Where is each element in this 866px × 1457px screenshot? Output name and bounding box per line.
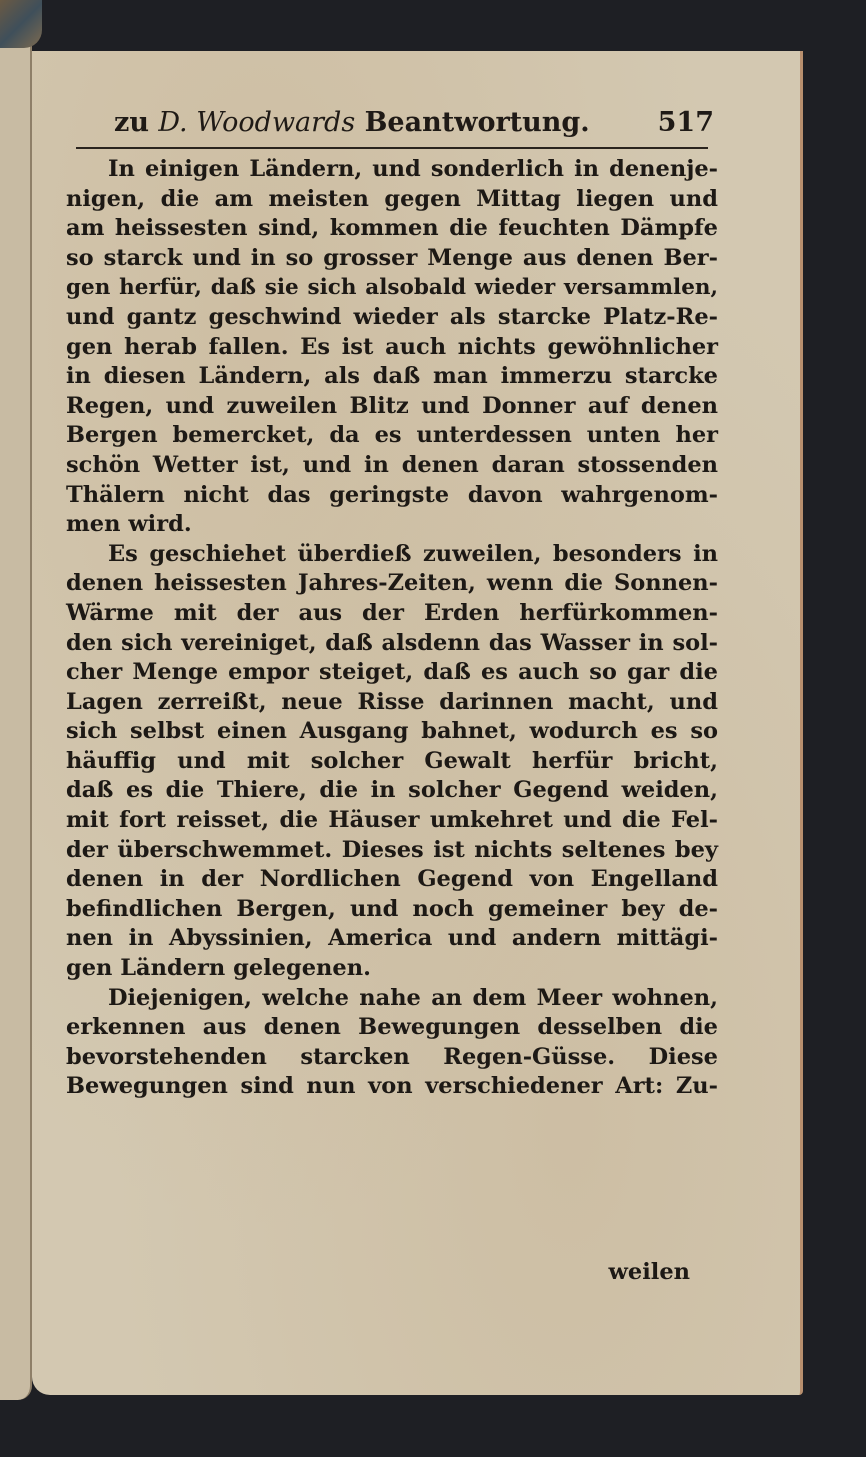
catchword: weilen [608,1259,690,1285]
text-line: denen heissesten Jahres-Zeiten, wenn die Sonnen- [66,570,718,597]
text-line: der überschwemmet. Dieses ist nichts seltenes bey [66,836,718,863]
text-line: in diesen Ländern, als daß man immerzu starcke [66,363,718,390]
book-gutter [0,40,32,1400]
running-header [114,107,714,141]
header-title: Beantwortung. [364,107,590,138]
text-line: Thälern nicht das geringste davon wahrgenom- [66,481,718,508]
text-line: cher Menge empor steiget, daß es auch so gar die [66,659,718,686]
text-line: Diejenigen, welche nahe an dem Meer wohnen, [108,984,718,1011]
text-line: erkennen aus denen Bewegungen desselben die [66,1014,718,1041]
text-line: Regen, und zuweilen Blitz und Donner auf denen [66,392,718,419]
text-line: gen herab fallen. Es ist auch nichts gewöhnlicher [66,333,718,360]
text-line: und gantz geschwind wieder als starcke Platz-Re- [66,303,718,330]
body-text [66,155,718,1102]
text-line: daß es die Thiere, die in solcher Gegend weiden, [66,777,718,804]
text-line: schön Wetter ist, und in denen daran stossenden [66,451,718,478]
header-rule [76,147,708,149]
text-line: so starck und in so grosser Menge aus denen Ber- [66,244,718,271]
page-number: 517 [657,107,714,138]
text-line: bevorstehenden starcken Regen-Güsse. Diese [66,1043,718,1070]
text-line: mit fort reisset, die Häuser umkehret und die Fel- [66,807,718,834]
text-line: Es geschiehet überdieß zuweilen, besonders in [108,540,718,567]
text-line: denen in der Nordlichen Gegend von Engelland [66,866,718,893]
text-line: befindlichen Bergen, und noch gemeiner bey de- [66,895,718,922]
text-line: am heissesten sind, kommen die feuchten Dämpfe [66,215,718,242]
text-line: Bergen bemercket, da es unterdessen unten her [66,422,718,449]
header-prefix: zu [114,107,149,138]
text-line: sich selbst einen Ausgang bahnet, wodurch es so [66,718,718,745]
text-line: häuffig und mit solcher Gewalt herfür bricht, [66,747,718,774]
text-line: gen Ländern gelegenen. [66,955,371,982]
header-author: D. Woodwards [158,107,356,138]
text-line: men wird. [66,511,192,538]
text-line: Wärme mit der aus der Erden herfürkommen- [66,599,718,626]
running-title [114,107,590,138]
text-line: nigen, die am meisten gegen Mittag liegen und [66,185,718,212]
book-page [32,51,803,1395]
text-line: nen in Abyssinien, America und andern mittägi- [66,925,718,952]
binding-decoration [0,0,42,48]
text-line: gen herfür, daß sie sich alsobald wieder versammlen, [66,275,718,301]
text-line: Lagen zerreißt, neue Risse darinnen macht, und [66,688,718,715]
text-line: In einigen Ländern, und sonderlich in denenje- [108,156,718,182]
text-line: Bewegungen sind nun von verschiedener Art: Zu- [66,1073,718,1100]
text-line: den sich vereiniget, daß alsdenn das Wasser in sol- [66,629,718,656]
